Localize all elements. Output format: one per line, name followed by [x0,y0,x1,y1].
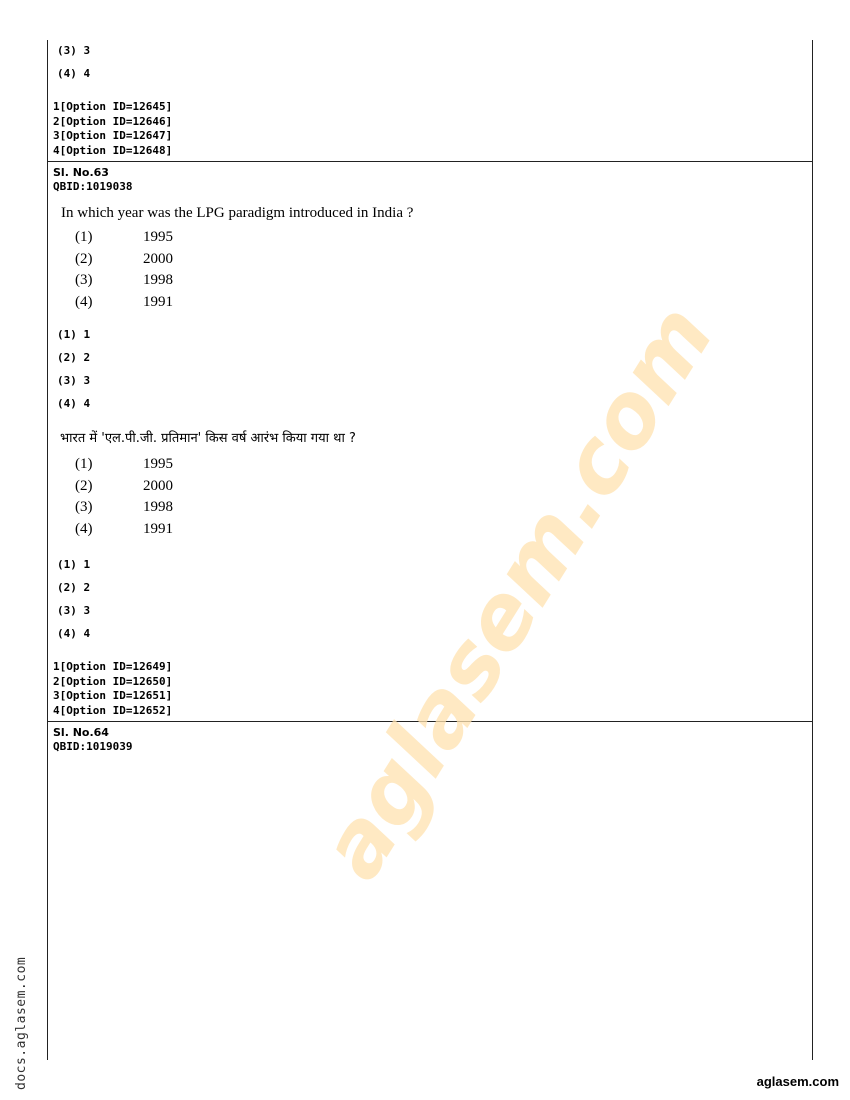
question-meta [53,726,132,754]
serial-number: Sl. No.64 [53,726,109,739]
option-id: 4[Option ID=12652] [53,703,173,717]
response-option: (3) 3 [57,44,91,57]
response-option: (1) 1 [57,328,91,341]
choice-value: 1995 [143,456,173,472]
response-option: (2) 2 [57,351,91,364]
choice-value: 1995 [143,229,173,245]
choice-number: (3) [75,272,93,288]
qbid: QBID:1019039 [53,740,133,753]
choice-value: 1998 [143,272,173,288]
qbid: QBID:1019038 [53,180,133,193]
choice-value: 1991 [143,294,173,310]
serial-number: Sl. No.63 [53,166,109,179]
response-option: (1) 1 [57,558,91,571]
option-id: 4[Option ID=12648] [53,143,173,157]
response-option: (3) 3 [57,604,91,617]
option-id: 2[Option ID=12646] [53,114,173,128]
response-option: (4) 4 [57,397,91,410]
divider [47,721,812,722]
choice-value: 2000 [143,478,173,494]
choice-number: (1) [75,456,93,472]
divider [47,161,812,162]
choice-value: 1998 [143,499,173,515]
response-option: (2) 2 [57,581,91,594]
question-frame [47,40,813,1060]
question-text-english: In which year was the LPG paradigm introduced in India ? [61,205,414,221]
choice-number: (3) [75,499,93,515]
question-meta [53,166,132,194]
option-id: 2[Option ID=12650] [53,674,173,688]
choice-number: (2) [75,478,93,494]
response-option: (4) 4 [57,67,91,80]
choice-value: 2000 [143,251,173,267]
watermark: aglasem.com [299,287,734,896]
option-id-list [53,660,172,718]
response-option: (3) 3 [57,374,91,387]
choice-number: (4) [75,521,93,537]
response-option: (4) 4 [57,627,91,640]
choice-value: 1991 [143,521,173,537]
footer-brand: aglasem.com [756,1074,839,1089]
choice-number: (4) [75,294,93,310]
option-id: 1[Option ID=12645] [53,100,173,113]
option-id: 3[Option ID=12647] [53,129,173,142]
question-text-hindi: भारत में 'एल.पी.जी. प्रतिमान' किस वर्ष आरंभ किया गया था ? [60,431,356,446]
choice-number: (1) [75,229,93,245]
option-id-list [53,100,172,158]
choice-number: (2) [75,251,93,267]
option-id: 3[Option ID=12651] [53,689,173,702]
option-id: 1[Option ID=12649] [53,660,173,673]
side-url-text: docs.aglasem.com [14,956,29,1090]
